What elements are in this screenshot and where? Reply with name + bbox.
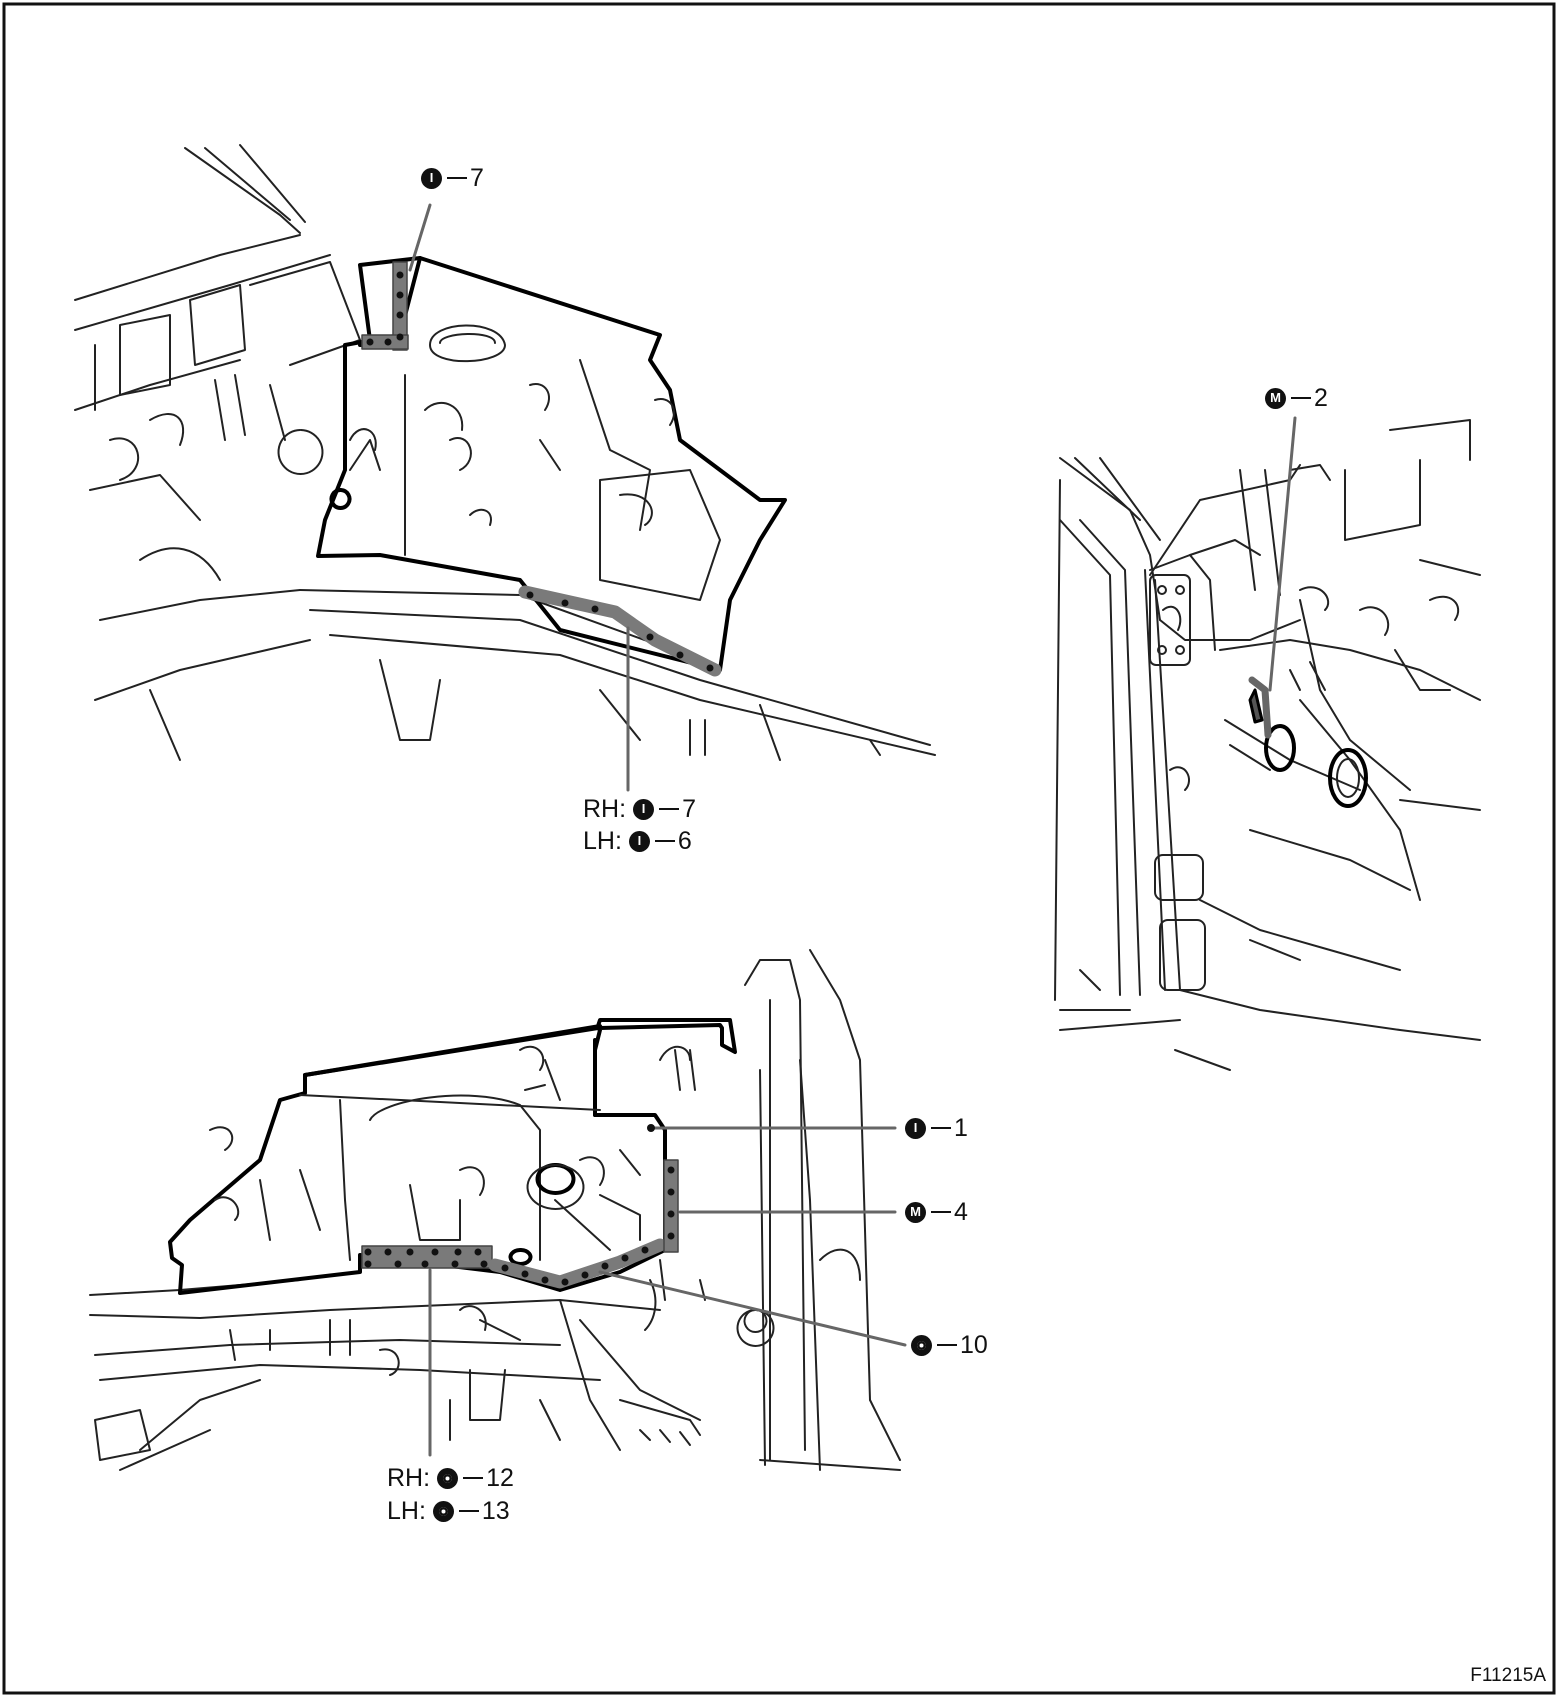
callout-label-4 bbox=[902, 1198, 968, 1226]
callout-label-top bbox=[418, 164, 484, 192]
callout-symbol: M bbox=[1265, 388, 1286, 409]
view-bottom-left bbox=[90, 950, 905, 1470]
view-top-left bbox=[75, 145, 935, 790]
callout-prefix: LH: bbox=[387, 1497, 426, 1525]
callout-dash bbox=[463, 1477, 483, 1479]
callout-label-right bbox=[1262, 384, 1328, 412]
callout-number: 7 bbox=[470, 164, 484, 192]
callout-prefix: LH: bbox=[583, 827, 622, 855]
callout-symbol: I bbox=[905, 1118, 926, 1139]
callout-dash bbox=[459, 1510, 479, 1512]
callout-number: 1 bbox=[954, 1114, 968, 1142]
figure-code: F11215A bbox=[1470, 1665, 1546, 1686]
callout-prefix: RH: bbox=[583, 795, 627, 823]
weld-spots-top-left bbox=[367, 272, 714, 672]
callout-label-rh-bottom bbox=[387, 1464, 514, 1492]
callout-symbol bbox=[433, 1501, 454, 1522]
callout-label-1 bbox=[902, 1114, 968, 1142]
callout-number: 13 bbox=[481, 1497, 510, 1525]
callout-number: 10 bbox=[960, 1331, 988, 1359]
view-right bbox=[1055, 418, 1480, 1070]
callout-dash bbox=[931, 1127, 951, 1129]
callout-symbol: M bbox=[905, 1202, 926, 1223]
page-border bbox=[4, 4, 1554, 1693]
callout-symbol bbox=[911, 1335, 932, 1356]
callout-symbol: I bbox=[633, 799, 654, 820]
callout-number: 4 bbox=[954, 1198, 968, 1226]
callout-dash bbox=[447, 177, 467, 179]
callout-dash bbox=[655, 840, 675, 842]
callout-number: 12 bbox=[486, 1464, 514, 1492]
callout-symbol: I bbox=[421, 168, 442, 189]
callout-number: 7 bbox=[682, 795, 696, 823]
callout-number: 6 bbox=[677, 827, 692, 855]
callout-dash bbox=[937, 1344, 957, 1346]
callout-symbol bbox=[437, 1468, 458, 1489]
callout-label-10 bbox=[908, 1331, 988, 1359]
leader-line bbox=[1270, 418, 1295, 690]
callout-label-lh-top bbox=[583, 827, 692, 855]
callout-number: 2 bbox=[1314, 384, 1328, 412]
callout-dash bbox=[931, 1211, 951, 1213]
callout-prefix: RH: bbox=[387, 1464, 431, 1492]
callout-dash bbox=[1291, 397, 1311, 399]
callout-dash bbox=[659, 808, 679, 810]
callout-label-lh-bottom bbox=[387, 1497, 510, 1525]
callout-symbol: I bbox=[629, 831, 650, 852]
callout-label-rh-top bbox=[583, 795, 696, 823]
